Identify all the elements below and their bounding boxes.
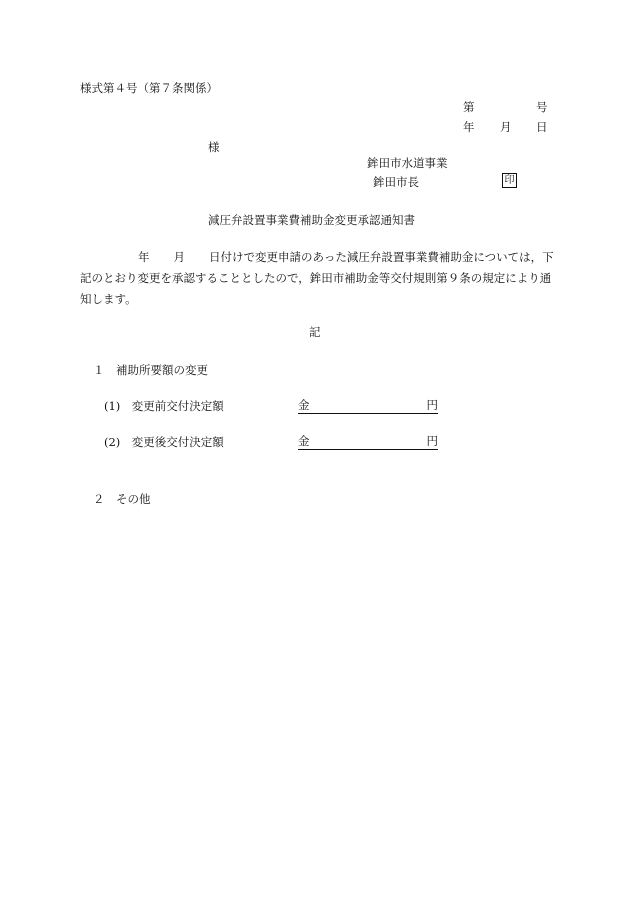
body-text-line1: 日付けで変更申請のあった減圧弁設置事業費補助金については，: [209, 250, 543, 264]
form-number: 様式第４号（第７条関係）: [80, 81, 218, 95]
date-month-label: 月: [500, 120, 512, 134]
sender-organization: 鉾田市水道事業: [367, 156, 448, 170]
item2-amount-line: [298, 433, 438, 450]
body-paragraph: [80, 247, 554, 310]
sender-title: 鉾田市長: [373, 175, 419, 189]
section2-heading: ２ その他: [93, 492, 151, 506]
addressee-suffix: 様: [208, 140, 220, 154]
body-text-rest: 下記のとおり変更を承認することとしたので，鉾田市補助金等交付規則第９条の規定により通知します。: [80, 250, 554, 306]
document-title: 減圧弁設置事業費補助金変更承認通知書: [208, 213, 415, 227]
date-year-label: 年: [463, 120, 475, 134]
body-month-label: 月: [173, 250, 185, 264]
seal-mark: 印: [502, 173, 517, 188]
item1-label: (1) 変更前交付決定額: [104, 399, 224, 413]
ki-heading: 記: [309, 325, 321, 339]
doc-number-prefix: 第: [463, 100, 475, 114]
item2-amount-suffix: 円: [426, 434, 438, 448]
item1-amount-line: [298, 397, 438, 414]
item1-amount-suffix: 円: [426, 398, 438, 412]
date-day-label: 日: [536, 120, 548, 134]
item2-amount-prefix: 金: [298, 434, 310, 448]
doc-number-suffix: 号: [536, 100, 548, 114]
item1-amount-prefix: 金: [298, 398, 310, 412]
item2-label: (2) 変更後交付決定額: [104, 435, 224, 449]
body-year-label: 年: [138, 250, 150, 264]
section1-heading: １ 補助所要額の変更: [93, 363, 208, 377]
